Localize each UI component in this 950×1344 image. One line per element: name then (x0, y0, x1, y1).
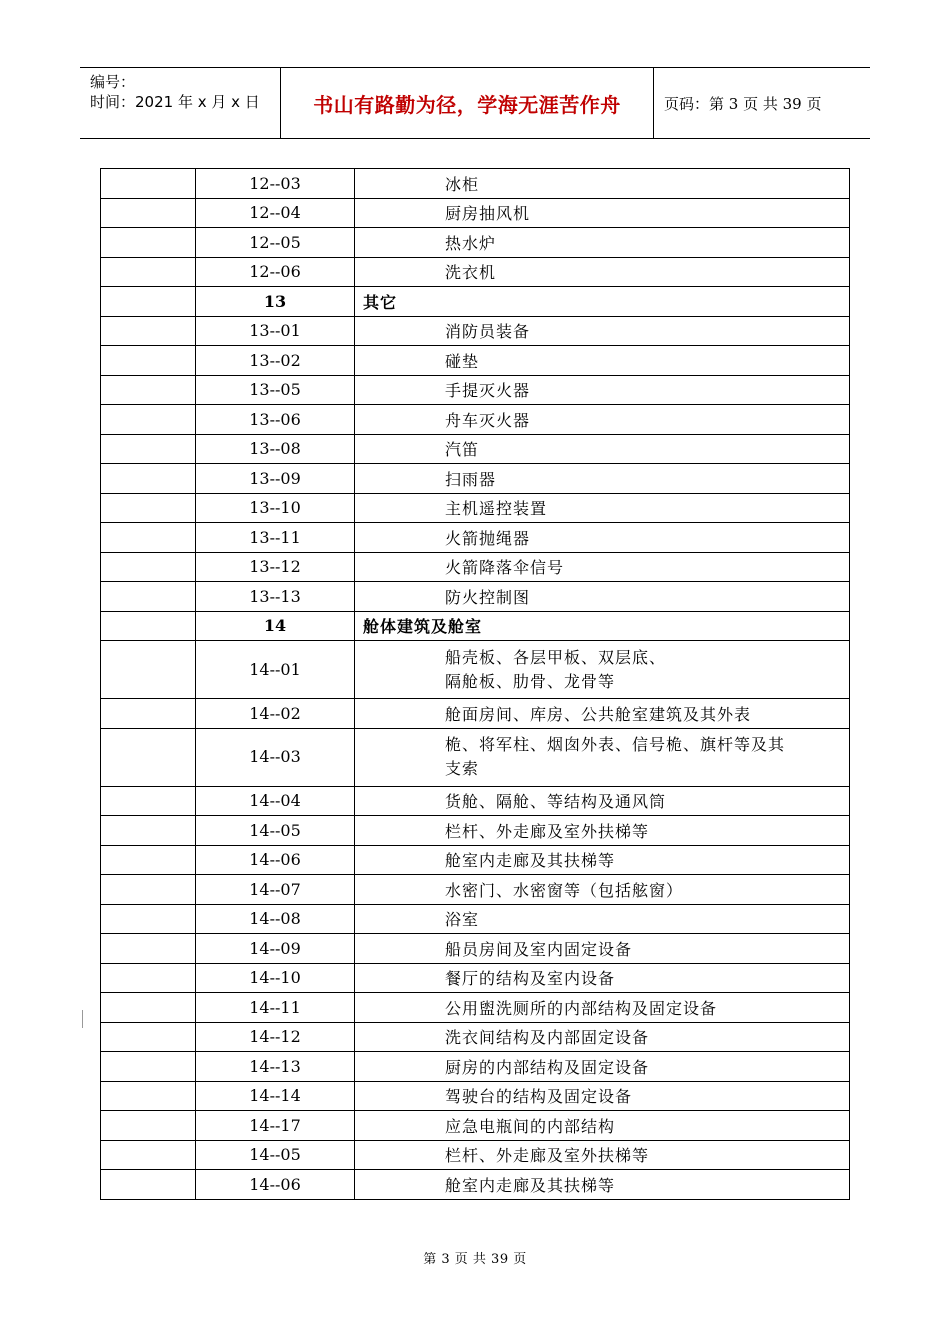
item-code: 14--01 (196, 641, 355, 699)
item-name (355, 1140, 850, 1170)
item-name-line: 碰垫 (445, 351, 480, 371)
item-code: 13--01 (196, 316, 355, 346)
item-name-line: 货舱、隔舱、等结构及通风筒 (445, 792, 667, 812)
item-name (355, 493, 850, 523)
table-row (101, 198, 850, 228)
item-name-line: 公用盥洗厕所的内部结构及固定设备 (445, 998, 718, 1018)
item-code: 14--03 (196, 728, 355, 786)
item-name-line: 洗衣间结构及内部固定设备 (445, 1028, 650, 1048)
blank-cell (101, 1140, 196, 1170)
item-name (355, 552, 850, 582)
equipment-table-body (101, 169, 850, 1200)
item-name-line: 船壳板、各层甲板、双层底、 (445, 647, 667, 667)
item-code: 13--10 (196, 493, 355, 523)
table-row (101, 875, 850, 905)
blank-cell (101, 1081, 196, 1111)
blank-cell (101, 993, 196, 1023)
item-name (355, 198, 850, 228)
item-name-line: 厨房抽风机 (445, 204, 531, 224)
blank-cell (101, 375, 196, 405)
item-name (355, 169, 850, 199)
table-row (101, 699, 850, 729)
item-code: 13 (196, 287, 355, 317)
item-code: 14--12 (196, 1022, 355, 1052)
item-name (355, 582, 850, 612)
blank-cell (101, 287, 196, 317)
item-code: 13--06 (196, 405, 355, 435)
item-code: 14 (196, 611, 355, 641)
item-name-line: 栏杆、外走廊及室外扶梯等 (445, 1146, 650, 1166)
section-row (101, 611, 850, 641)
item-name-line-2: 隔舱板、肋骨、龙骨等 (445, 671, 616, 691)
margin-mark (82, 1010, 83, 1028)
item-name-line: 汽笛 (445, 440, 480, 460)
item-name-line: 火箭抛绳器 (445, 528, 531, 548)
header-motto: 书山有路勤为径，学海无涯苦作舟 (281, 68, 654, 138)
item-name-line: 舱面房间、库房、公共舱室建筑及其外表 (445, 704, 752, 724)
item-name (355, 611, 850, 641)
item-name (355, 786, 850, 816)
blank-cell (101, 641, 196, 699)
item-name (355, 375, 850, 405)
item-name (355, 257, 850, 287)
blank-cell (101, 228, 196, 258)
item-name-line: 厨房的内部结构及固定设备 (445, 1057, 650, 1077)
item-code: 14--07 (196, 875, 355, 905)
item-code: 13--13 (196, 582, 355, 612)
item-name-line: 舟车灭火器 (445, 410, 531, 430)
item-name (355, 228, 850, 258)
item-code: 14--06 (196, 845, 355, 875)
item-name (355, 963, 850, 993)
table-row (101, 1022, 850, 1052)
blank-cell (101, 1052, 196, 1082)
item-name (355, 316, 850, 346)
table-row (101, 816, 850, 846)
item-name (355, 699, 850, 729)
table-row (101, 1052, 850, 1082)
blank-cell (101, 316, 196, 346)
blank-cell (101, 552, 196, 582)
item-code: 14--09 (196, 934, 355, 964)
item-name-line: 舱室内走廊及其扶梯等 (445, 1175, 616, 1195)
item-code: 14--10 (196, 963, 355, 993)
table-row (101, 582, 850, 612)
table-row (101, 316, 850, 346)
table-row (101, 493, 850, 523)
blank-cell (101, 786, 196, 816)
item-name-line: 船员房间及室内固定设备 (445, 939, 633, 959)
blank-cell (101, 934, 196, 964)
blank-cell (101, 611, 196, 641)
item-name-line: 主机遥控装置 (445, 499, 548, 519)
item-name-line: 应急电瓶间的内部结构 (445, 1116, 616, 1136)
item-name (355, 405, 850, 435)
item-name-line: 手提灭火器 (445, 381, 531, 401)
item-name (355, 845, 850, 875)
item-name-line: 冰柜 (445, 174, 480, 194)
item-name-line: 洗衣机 (445, 263, 497, 283)
item-name (355, 641, 850, 699)
blank-cell (101, 582, 196, 612)
section-row (101, 287, 850, 317)
table-row (101, 464, 850, 494)
blank-cell (101, 963, 196, 993)
item-name-line: 防火控制图 (445, 587, 531, 607)
blank-cell (101, 405, 196, 435)
item-name (355, 1022, 850, 1052)
time-label: 时间：2021 年 x 月 x 日 (90, 93, 260, 111)
item-code: 14--13 (196, 1052, 355, 1082)
item-name-line: 浴室 (445, 910, 480, 930)
page-header (80, 67, 870, 139)
item-code: 14--02 (196, 699, 355, 729)
table-row (101, 228, 850, 258)
blank-cell (101, 346, 196, 376)
blank-cell (101, 464, 196, 494)
blank-cell (101, 434, 196, 464)
item-code: 13--11 (196, 523, 355, 553)
table-row (101, 169, 850, 199)
table-row (101, 1111, 850, 1141)
item-code: 13--05 (196, 375, 355, 405)
item-code: 13--02 (196, 346, 355, 376)
blank-cell (101, 728, 196, 786)
blank-cell (101, 1022, 196, 1052)
item-name (355, 728, 850, 786)
table-row (101, 641, 850, 699)
blank-cell (101, 257, 196, 287)
item-name (355, 816, 850, 846)
item-code: 14--11 (196, 993, 355, 1023)
item-name (355, 1081, 850, 1111)
item-code: 12--06 (196, 257, 355, 287)
table-row (101, 434, 850, 464)
item-code: 13--09 (196, 464, 355, 494)
table-row (101, 786, 850, 816)
table-row (101, 346, 850, 376)
blank-cell (101, 523, 196, 553)
blank-cell (101, 699, 196, 729)
blank-cell (101, 816, 196, 846)
item-name (355, 287, 850, 317)
blank-cell (101, 493, 196, 523)
item-name (355, 1170, 850, 1200)
item-name (355, 523, 850, 553)
table-row (101, 523, 850, 553)
blank-cell (101, 875, 196, 905)
item-name (355, 1111, 850, 1141)
table-row (101, 552, 850, 582)
item-code: 14--17 (196, 1111, 355, 1141)
item-name-line: 消防员装备 (445, 322, 531, 342)
item-name-line: 水密门、水密窗等（包括舷窗） (445, 880, 684, 900)
item-code: 12--03 (196, 169, 355, 199)
item-name (355, 875, 850, 905)
item-name-line: 火箭降落伞信号 (445, 558, 565, 578)
table-row (101, 1140, 850, 1170)
item-name (355, 346, 850, 376)
table-row (101, 934, 850, 964)
blank-cell (101, 845, 196, 875)
equipment-table (100, 168, 850, 1200)
table-row (101, 728, 850, 786)
item-name-line: 桅、将军柱、烟囱外表、信号桅、旗杆等及其 (445, 735, 786, 754)
item-name (355, 434, 850, 464)
table-row (101, 1081, 850, 1111)
table-row (101, 993, 850, 1023)
table-row (101, 904, 850, 934)
header-meta (80, 68, 281, 138)
table-row (101, 257, 850, 287)
item-code: 14--06 (196, 1170, 355, 1200)
item-code: 13--08 (196, 434, 355, 464)
page-footer: 第 3 页 共 39 页 (423, 1252, 527, 1267)
blank-cell (101, 1170, 196, 1200)
item-name-line: 驾驶台的结构及固定设备 (445, 1087, 633, 1107)
item-code: 14--05 (196, 1140, 355, 1170)
item-name-line: 扫雨器 (445, 469, 497, 489)
item-code: 14--04 (196, 786, 355, 816)
table-row (101, 845, 850, 875)
item-name (355, 993, 850, 1023)
table-row (101, 1170, 850, 1200)
header-page-info: 页码：第 3 页 共 39 页 (664, 94, 822, 113)
table-row (101, 375, 850, 405)
blank-cell (101, 904, 196, 934)
table-row (101, 963, 850, 993)
blank-cell (101, 169, 196, 199)
item-name (355, 904, 850, 934)
item-code: 14--05 (196, 816, 355, 846)
item-name-line-2: 支索 (445, 759, 480, 778)
item-name-line: 栏杆、外走廊及室外扶梯等 (445, 821, 650, 841)
item-name (355, 934, 850, 964)
item-code: 12--04 (196, 198, 355, 228)
item-name-line: 舱室内走廊及其扶梯等 (445, 851, 616, 871)
item-code: 14--08 (196, 904, 355, 934)
item-name (355, 1052, 850, 1082)
item-name-line: 餐厅的结构及室内设备 (445, 969, 616, 989)
blank-cell (101, 1111, 196, 1141)
blank-cell (101, 198, 196, 228)
table-row (101, 405, 850, 435)
item-name-line: 热水炉 (445, 233, 497, 253)
number-label: 编号： (90, 73, 136, 91)
item-name-line: 舱体建筑及舱室 (363, 617, 483, 637)
item-code: 12--05 (196, 228, 355, 258)
item-code: 13--12 (196, 552, 355, 582)
item-name-line: 其它 (363, 292, 398, 312)
item-name (355, 464, 850, 494)
item-code: 14--14 (196, 1081, 355, 1111)
